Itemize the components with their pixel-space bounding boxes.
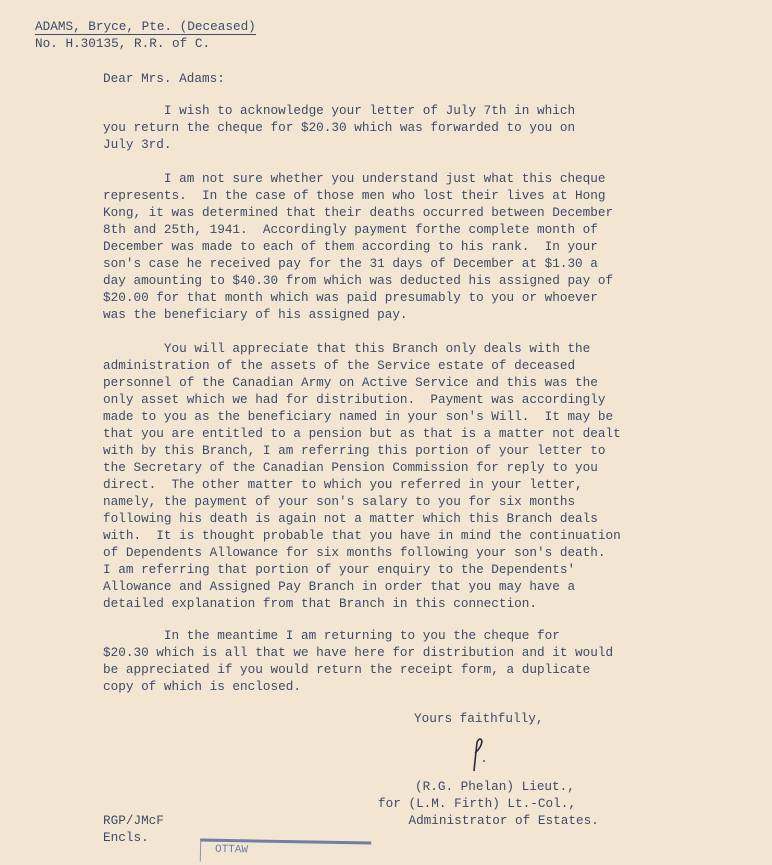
enclosures: Encls. [103,830,149,845]
stamp-text: OTTAW [214,843,249,857]
text-line: son's case he received pay for the 31 days of December at $1.30 a [103,256,598,271]
text-line: I am not sure whether you understand just what this cheque [103,171,606,186]
text-line: that you are entitled to a pension but as that is a matter not dealt [103,426,621,441]
text-line: following his death is again not a matter which this Branch deals [103,511,598,526]
text-line: made to you as the beneficiary named in your son's Will. It may be [103,409,614,424]
service-number: No. H.30135, R.R. of C. [35,36,211,51]
paragraph-1 [103,102,575,153]
text-line: I am referring that portion of your enquiry to the Dependents' [103,562,576,577]
signature-block [378,778,599,829]
text-line: Allowance and Assigned Pay Branch in order that you may have a [103,579,576,594]
signatory-for: for (L.M. Firth) Lt.-Col., [378,796,576,811]
reference-block [103,812,164,846]
text-line: day amounting to $40.30 from which was deducted his assigned pay of [103,273,614,288]
text-line: $20.30 which is all that we have here for distribution and it would [103,645,614,660]
text-line: July 3rd. [103,137,172,152]
closing: Yours faithfully, [414,711,544,726]
text-line: represents. In the case of those men who lost their lives at Hong [103,188,606,203]
text-line: of Dependents Allowance for six months following your son's death. [103,545,606,560]
signatory-name: (R.G. Phelan) Lieut., [415,779,575,794]
text-line: In the meantime I am returning to you the cheque for [103,628,560,643]
subject-name: ADAMS, Bryce, Pte. (Deceased) [35,19,256,34]
received-stamp [200,839,371,865]
text-line: December was made to each of them according to his rank. In your [103,239,598,254]
text-line: namely, the payment of your son's salary to you for six months [103,494,576,509]
text-line: copy of which is enclosed. [103,679,301,694]
text-line: I wish to acknowledge your letter of July 7th in which [103,103,576,118]
letter-header [35,18,256,52]
text-line: Kong, it was determined that their deaths occurred between December [103,205,614,220]
paragraph-4 [103,627,613,695]
text-line: administration of the assets of the Service estate of deceased [103,358,576,373]
text-line: personnel of the Canadian Army on Active Service and this was the [103,375,598,390]
text-line: 8th and 25th, 1941. Accordingly payment forthe complete month of [103,222,598,237]
text-line: $20.00 for that month which was paid presumably to you or whoever [103,290,598,305]
handwritten-signature [462,735,492,775]
text-line: you return the cheque for $20.30 which was forwarded to you on [103,120,576,135]
paragraph-2 [103,170,613,323]
text-line: You will appreciate that this Branch only deals with the [103,341,591,356]
text-line: with. It is thought probable that you have in mind the continuation [103,528,621,543]
text-line: with by this Branch, I am referring this portion of your letter to [103,443,606,458]
signatory-title: Administrator of Estates. [378,813,599,828]
text-line: detailed explanation from that Branch in this connection. [103,596,537,611]
text-line: the Secretary of the Canadian Pension Commission for reply to you [103,460,598,475]
text-line: direct. The other matter to which you referred in your letter, [103,477,583,492]
text-line: be appreciated if you would return the receipt form, a duplicate [103,662,591,677]
reference-initials: RGP/JMcF [103,813,164,828]
paragraph-3 [103,340,621,612]
salutation: Dear Mrs. Adams: [103,71,225,86]
text-line: only asset which we had for distribution. Payment was accordingly [103,392,606,407]
text-line: was the beneficiary of his assigned pay. [103,307,408,322]
